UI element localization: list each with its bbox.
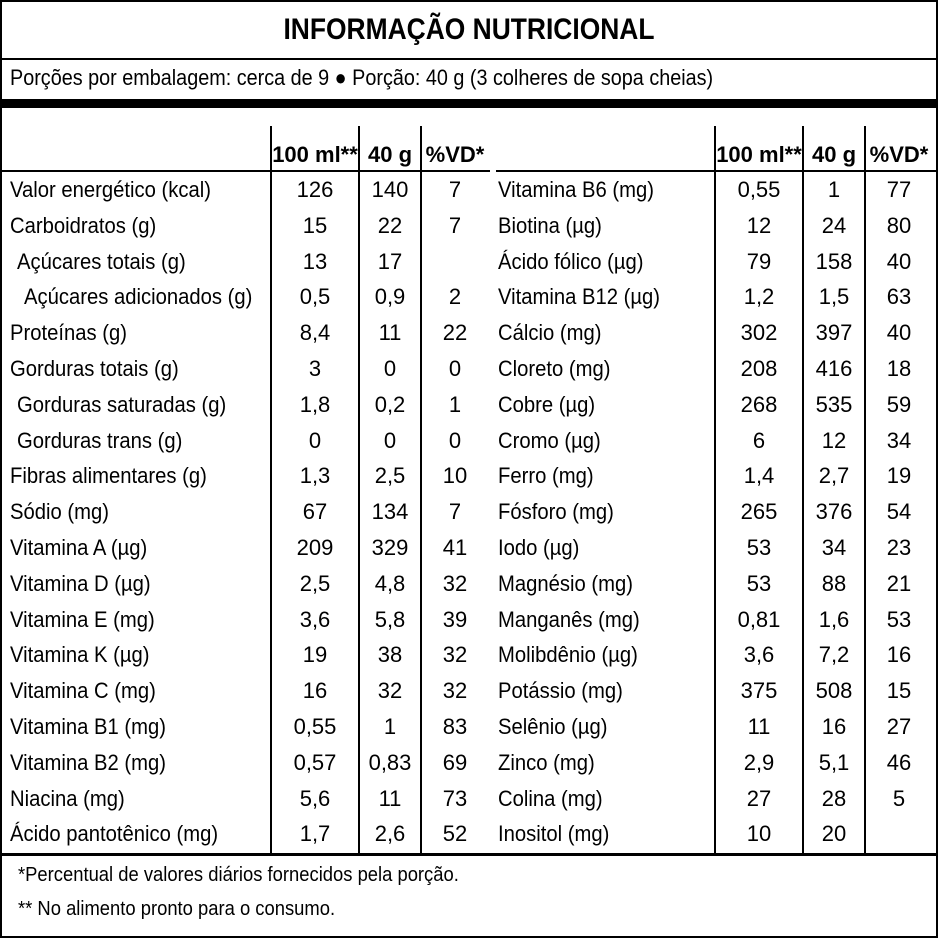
value-g: 0,9	[374, 284, 406, 310]
nutrient-name: Magnésio (mg)	[498, 570, 633, 596]
value-g: 1	[827, 177, 841, 202]
value-g: 7,2	[818, 642, 850, 668]
nutrient-name: Fibras alimentares (g)	[10, 463, 207, 489]
right-header-vd: %VD*	[869, 142, 929, 167]
value-ml: 79	[746, 248, 772, 274]
value-ml: 6	[752, 427, 766, 453]
value-vd: 27	[886, 714, 912, 739]
value-vd: 32	[442, 642, 468, 668]
value-vd: 22	[442, 320, 468, 346]
value-ml: 1,8	[299, 391, 331, 417]
value-vd: 80	[886, 212, 912, 238]
value-vd: 32	[442, 678, 468, 704]
value-vd: 15	[886, 678, 912, 704]
value-vd: 7	[448, 177, 462, 202]
value-ml: 302	[740, 320, 778, 346]
value-vd: 32	[442, 570, 468, 596]
value-g: 1,6	[818, 606, 850, 632]
value-ml: 53	[746, 570, 772, 596]
value-vd: 16	[886, 642, 912, 668]
value-ml: 268	[740, 391, 778, 417]
value-g: 0	[383, 356, 397, 381]
value-g: 329	[371, 535, 409, 560]
value-g: 11	[378, 785, 402, 811]
value-vd: 52	[442, 821, 468, 847]
value-ml: 1,7	[299, 821, 331, 847]
value-vd: 77	[886, 177, 912, 202]
nutrient-name: Ácido fólico (µg)	[498, 248, 644, 274]
value-ml: 3	[308, 356, 322, 381]
nutrient-name: Sódio (mg)	[10, 499, 109, 525]
value-g: 508	[815, 678, 853, 704]
value-g: 5,8	[374, 606, 406, 632]
value-g: 20	[821, 821, 847, 847]
nutrient-name: Iodo (µg)	[498, 535, 580, 560]
value-vd: 34	[886, 427, 912, 453]
value-ml: 8,4	[299, 320, 331, 346]
value-ml: 67	[302, 499, 328, 525]
nutrient-name: Cobre (µg)	[498, 391, 596, 417]
table-bottom-rule	[2, 853, 936, 856]
value-ml: 27	[746, 785, 772, 811]
value-ml: 1,2	[743, 284, 775, 310]
nutrient-name: Vitamina C (mg)	[10, 678, 156, 704]
nutrient-name: Fósforo (mg)	[498, 499, 614, 525]
value-ml: 3,6	[299, 606, 331, 632]
footnote-ready-to-eat: ** No alimento pronto para o consumo.	[18, 898, 336, 920]
value-g: 134	[371, 499, 409, 525]
value-ml: 375	[740, 678, 778, 704]
value-g: 2,7	[818, 463, 850, 489]
value-vd: 18	[886, 356, 912, 381]
value-vd: 2	[448, 284, 462, 310]
value-ml: 0	[308, 427, 322, 453]
thick-divider	[2, 99, 936, 108]
value-ml: 209	[296, 535, 334, 560]
right-header-g: 40 g	[811, 142, 857, 167]
left-header-g: 40 g	[367, 142, 413, 167]
value-ml: 208	[740, 356, 778, 381]
nutrient-name: Gorduras trans (g)	[17, 427, 183, 453]
value-vd: 0	[448, 427, 462, 453]
value-vd: 39	[442, 606, 468, 632]
nutrient-name: Valor energético (kcal)	[10, 177, 211, 202]
nutrient-name: Potássio (mg)	[498, 678, 623, 704]
footnote-daily-values: *Percentual de valores diários fornecidos pela porção.	[18, 864, 459, 886]
nutrient-name: Molibdênio (µg)	[498, 642, 638, 668]
nutrient-name: Gorduras saturadas (g)	[17, 391, 227, 417]
value-g: 88	[821, 570, 847, 596]
nutrient-name: Vitamina B12 (µg)	[498, 284, 661, 310]
value-g: 28	[821, 785, 847, 811]
left-header-vd: %VD*	[425, 142, 485, 167]
nutrient-name: Vitamina D (µg)	[10, 570, 151, 596]
value-vd	[422, 244, 488, 279]
value-vd: 40	[886, 320, 912, 346]
value-ml: 2,9	[743, 749, 775, 775]
value-ml: 265	[740, 499, 778, 525]
value-vd: 7	[448, 499, 462, 525]
value-ml: 12	[746, 212, 772, 238]
value-ml: 2,5	[299, 570, 331, 596]
nutrient-name: Vitamina B1 (mg)	[10, 714, 166, 739]
value-vd: 5	[892, 785, 906, 811]
value-vd: 41	[442, 535, 468, 560]
value-g: 5,1	[818, 749, 850, 775]
value-g: 38	[377, 642, 403, 668]
value-vd: 1	[448, 391, 462, 417]
value-vd: 83	[442, 714, 468, 739]
value-ml: 5,6	[299, 785, 331, 811]
value-vd: 54	[886, 499, 912, 525]
value-g: 140	[371, 177, 409, 202]
value-ml: 1,4	[743, 463, 775, 489]
value-vd: 73	[442, 785, 468, 811]
nutrient-name: Açúcares totais (g)	[17, 248, 186, 274]
value-g: 4,8	[374, 570, 406, 596]
value-ml: 0,57	[293, 749, 337, 775]
value-vd: 21	[886, 570, 912, 596]
value-ml: 3,6	[743, 642, 775, 668]
nutrient-name: Selênio (µg)	[498, 714, 608, 739]
value-ml: 0,55	[293, 714, 337, 739]
value-ml: 11	[747, 714, 771, 739]
title-divider	[2, 58, 936, 60]
value-vd: 23	[886, 535, 912, 560]
value-ml: 126	[296, 177, 334, 202]
nutrient-name: Ácido pantotênico (mg)	[10, 821, 219, 847]
nutrient-name: Colina (mg)	[498, 785, 603, 811]
value-g: 1,5	[818, 284, 850, 310]
value-g: 17	[377, 248, 403, 274]
value-g: 2,6	[374, 821, 406, 847]
value-vd: 69	[442, 749, 468, 775]
value-g: 0,83	[368, 749, 412, 775]
value-vd: 53	[886, 606, 912, 632]
value-vd: 59	[886, 391, 912, 417]
nutrient-name: Carboidratos (g)	[10, 212, 157, 238]
right-header-ml: 100 ml**	[716, 142, 802, 167]
nutrient-name: Cromo (µg)	[498, 427, 601, 453]
value-g: 12	[821, 427, 847, 453]
label-title: INFORMAÇÃO NUTRICIONAL	[283, 13, 655, 46]
nutrient-name: Ferro (mg)	[498, 463, 594, 489]
value-ml: 13	[302, 248, 328, 274]
value-g: 24	[821, 212, 847, 238]
value-vd: 19	[886, 463, 912, 489]
nutrient-name: Cálcio (mg)	[498, 320, 602, 346]
nutrient-name: Vitamina B2 (mg)	[10, 749, 166, 775]
value-g: 376	[815, 499, 853, 525]
nutrient-name: Açúcares adicionados (g)	[24, 284, 253, 310]
value-vd: 7	[448, 212, 462, 238]
servings-info: Porções por embalagem: cerca de 9 ● Porção: 40 g (3 colheres de sopa cheias)	[10, 65, 714, 90]
nutrient-name: Vitamina A (µg)	[10, 535, 148, 560]
value-ml: 53	[746, 535, 772, 560]
value-vd: 0	[448, 356, 462, 381]
value-g: 397	[815, 320, 853, 346]
value-vd	[866, 816, 932, 851]
nutrient-name: Gorduras totais (g)	[10, 356, 179, 381]
value-g: 11	[378, 320, 402, 346]
value-g: 22	[377, 212, 403, 238]
value-ml: 15	[302, 212, 328, 238]
value-ml: 0,55	[737, 177, 781, 202]
nutrient-name: Niacina (mg)	[10, 785, 125, 811]
value-vd: 40	[886, 248, 912, 274]
value-ml: 19	[302, 642, 328, 668]
nutrient-name: Vitamina B6 (mg)	[498, 177, 654, 202]
value-vd: 63	[886, 284, 912, 310]
value-g: 158	[815, 248, 853, 274]
value-g: 34	[821, 535, 847, 560]
value-g: 535	[815, 391, 853, 417]
nutrient-name: Zinco (mg)	[498, 749, 595, 775]
value-ml: 10	[746, 821, 772, 847]
value-g: 0,2	[374, 391, 406, 417]
value-ml: 16	[302, 678, 328, 704]
value-ml: 0,5	[299, 284, 331, 310]
nutrient-name: Vitamina K (µg)	[10, 642, 150, 668]
nutrient-name: Vitamina E (mg)	[10, 606, 155, 632]
value-g: 2,5	[374, 463, 406, 489]
nutrient-name: Cloreto (mg)	[498, 356, 611, 381]
value-g: 0	[383, 427, 397, 453]
value-ml: 1,3	[299, 463, 331, 489]
value-vd: 10	[442, 463, 468, 489]
nutrient-name: Proteínas (g)	[10, 320, 127, 346]
left-header-ml: 100 ml**	[272, 142, 358, 167]
nutrient-name: Manganês (mg)	[498, 606, 640, 632]
value-ml: 0,81	[737, 606, 781, 632]
nutrient-name: Inositol (mg)	[498, 821, 610, 847]
value-g: 416	[815, 356, 853, 381]
value-vd: 46	[886, 749, 912, 775]
value-g: 32	[377, 678, 403, 704]
value-g: 1	[383, 714, 397, 739]
value-g: 16	[821, 714, 847, 739]
nutrient-name: Biotina (µg)	[498, 212, 602, 238]
